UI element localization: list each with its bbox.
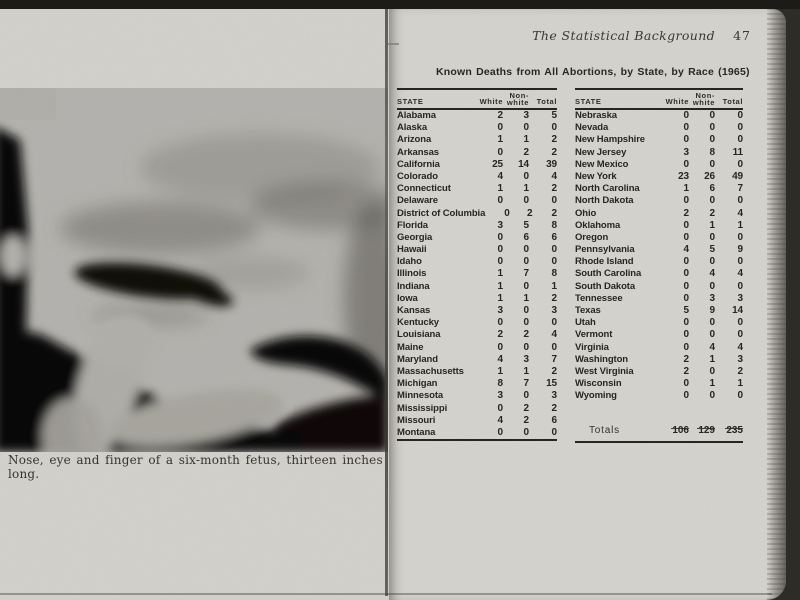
white-value: 0 — [683, 341, 689, 353]
nonwhite-value: 6 — [709, 183, 715, 195]
stray-mark — [388, 43, 399, 45]
scan-top-edge — [0, 0, 800, 9]
table-body-right — [575, 110, 743, 403]
table-row — [575, 390, 743, 402]
table-row — [397, 208, 557, 220]
state-name: Louisiana — [397, 329, 441, 341]
table-row — [575, 329, 743, 341]
nonwhite-value: 5 — [709, 244, 715, 256]
table-header — [575, 88, 743, 110]
nonwhite-value: 0 — [523, 195, 529, 207]
total-value: 0 — [737, 256, 743, 268]
nonwhite-value: 5 — [523, 219, 529, 231]
nonwhite-value: 2 — [523, 329, 529, 341]
state-name: Oklahoma — [575, 219, 621, 231]
total-value: 0 — [737, 195, 743, 207]
table-row — [575, 317, 743, 329]
left-page — [0, 9, 389, 600]
white-value: 0 — [497, 256, 503, 268]
totals-total: 235 — [726, 424, 743, 436]
table-row — [397, 427, 557, 439]
white-value: 23 — [678, 170, 689, 182]
state-name: North Dakota — [575, 195, 634, 207]
table-row — [575, 110, 743, 122]
white-value: 0 — [683, 329, 689, 341]
table-row — [575, 293, 743, 305]
total-value: 0 — [551, 256, 557, 268]
total-value: 6 — [551, 414, 557, 426]
nonwhite-value: 2 — [709, 207, 715, 219]
total-value: 1 — [551, 280, 557, 292]
white-value: 0 — [683, 268, 689, 280]
table-row — [397, 159, 557, 171]
nonwhite-value: 1 — [709, 353, 715, 365]
state-name: Florida — [397, 219, 428, 231]
nonwhite-value: 0 — [523, 256, 529, 268]
total-value: 0 — [737, 110, 743, 121]
state-name: Ohio — [575, 207, 597, 219]
white-value: 1 — [683, 183, 689, 195]
table-row — [397, 403, 557, 415]
white-value: 0 — [497, 122, 503, 134]
total-value: 0 — [737, 158, 743, 170]
state-name: Washington — [575, 353, 628, 365]
table-row — [575, 366, 743, 378]
state-name: Nevada — [575, 122, 609, 134]
white-value: 25 — [492, 158, 503, 170]
state-name: Minnesota — [397, 390, 444, 402]
state-name: Pennsylvania — [575, 244, 635, 256]
nonwhite-value: 1 — [709, 378, 715, 390]
white-value: 1 — [497, 365, 503, 377]
table-row — [397, 281, 557, 293]
nonwhite-value: 6 — [523, 231, 529, 243]
total-value: 15 — [546, 378, 557, 390]
white-value: 0 — [497, 317, 503, 329]
state-name: Texas — [575, 305, 601, 316]
table-row — [575, 171, 743, 183]
state-name: New York — [575, 170, 617, 182]
total-value: 2 — [551, 402, 557, 414]
white-value: 2 — [683, 353, 689, 365]
table-row — [397, 256, 557, 268]
total-value: 0 — [737, 329, 743, 341]
table-row — [575, 159, 743, 171]
white-value: 0 — [683, 134, 689, 146]
state-name: Iowa — [397, 292, 418, 304]
table-row — [397, 134, 557, 146]
nonwhite-value: 2 — [527, 207, 533, 219]
table-row — [397, 110, 557, 122]
state-name: New Mexico — [575, 158, 629, 170]
state-name: Montana — [397, 426, 436, 438]
white-value: 1 — [497, 183, 503, 195]
table-row — [397, 122, 557, 134]
nonwhite-value: 0 — [523, 244, 529, 256]
photo-caption: Nose, eye and finger of a six-month fetus, thirteen inches long. — [8, 453, 383, 481]
nonwhite-value: 1 — [523, 292, 529, 304]
total-value: 39 — [546, 158, 557, 170]
state-name: Delaware — [397, 195, 438, 207]
table-row — [575, 183, 743, 195]
running-head-title: The Statistical Background — [532, 28, 716, 43]
table-row — [397, 415, 557, 427]
table-row — [575, 305, 743, 317]
state-name: Idaho — [397, 256, 422, 268]
table-row — [397, 195, 557, 207]
state-name: Arizona — [397, 134, 432, 146]
totals-nonwhite: 129 — [698, 424, 715, 436]
table-row — [575, 342, 743, 354]
total-value: 3 — [737, 353, 743, 365]
table-row — [397, 183, 557, 195]
state-name: Arkansas — [397, 146, 439, 158]
nonwhite-value: 1 — [523, 365, 529, 377]
total-value: 2 — [551, 365, 557, 377]
total-value: 0 — [737, 134, 743, 146]
state-name: Georgia — [397, 231, 433, 243]
white-value: 0 — [497, 146, 503, 158]
nonwhite-value: 0 — [709, 158, 715, 170]
white-value: 0 — [497, 426, 503, 438]
state-name: West Virginia — [575, 365, 634, 377]
state-name: Missouri — [397, 414, 436, 426]
state-name: Tennessee — [575, 292, 623, 304]
state-name: Oregon — [575, 231, 609, 243]
nonwhite-value: 3 — [709, 292, 715, 304]
white-value: 0 — [683, 256, 689, 268]
state-name: North Carolina — [575, 183, 640, 195]
table-title: Known Deaths from All Abortions, by State, by Race (1965) — [436, 66, 750, 78]
state-name: South Carolina — [575, 268, 642, 280]
white-value: 0 — [683, 317, 689, 329]
total-value: 0 — [737, 231, 743, 243]
white-value: 0 — [683, 122, 689, 134]
total-value: 4 — [551, 329, 557, 341]
state-name: South Dakota — [575, 280, 636, 292]
table-row — [397, 366, 557, 378]
totals-dash-row — [575, 416, 743, 420]
total-value: 1 — [737, 219, 743, 231]
nonwhite-value: 3 — [523, 110, 529, 121]
total-value: 11 — [732, 146, 743, 158]
nonwhite-value: 0 — [709, 256, 715, 268]
white-value: 5 — [683, 305, 689, 316]
column-header-total: Total — [722, 97, 743, 106]
table-row — [575, 122, 743, 134]
total-value: 0 — [551, 122, 557, 134]
nonwhite-value: 26 — [704, 170, 715, 182]
nonwhite-value: 0 — [523, 390, 529, 402]
page-number: 47 — [733, 28, 751, 43]
state-name: Hawaii — [397, 244, 427, 256]
white-value: 4 — [497, 414, 503, 426]
totals-row — [575, 424, 743, 443]
state-name: Michigan — [397, 378, 438, 390]
total-value: 2 — [551, 292, 557, 304]
nonwhite-value: 0 — [523, 317, 529, 329]
white-value: 0 — [683, 390, 689, 402]
nonwhite-value: 0 — [709, 390, 715, 402]
state-name: Maine — [397, 341, 424, 353]
table-row — [397, 329, 557, 341]
table-row — [397, 244, 557, 256]
white-value: 1 — [497, 280, 503, 292]
state-table-left — [397, 88, 557, 441]
column-header-white: White — [665, 97, 689, 106]
nonwhite-value: 0 — [523, 341, 529, 353]
nonwhite-value: 0 — [709, 317, 715, 329]
nonwhite-value: 1 — [523, 183, 529, 195]
nonwhite-value: 0 — [709, 134, 715, 146]
total-value: 6 — [551, 231, 557, 243]
nonwhite-value: 9 — [709, 305, 715, 316]
white-value: 0 — [683, 219, 689, 231]
state-name: New Jersey — [575, 146, 627, 158]
totals-label: Totals — [589, 424, 620, 436]
white-value: 4 — [497, 353, 503, 365]
nonwhite-value: 2 — [523, 402, 529, 414]
column-header-state: STATE — [575, 97, 602, 106]
state-name: Utah — [575, 317, 596, 329]
white-value: 3 — [683, 146, 689, 158]
nonwhite-value: 0 — [523, 280, 529, 292]
table-row — [575, 147, 743, 159]
state-name: Vermont — [575, 329, 613, 341]
table-row — [575, 281, 743, 293]
state-table-right — [575, 88, 743, 443]
column-header-state: STATE — [397, 97, 424, 106]
state-name: Alaska — [397, 122, 428, 134]
total-value: 4 — [737, 207, 743, 219]
table-row — [575, 244, 743, 256]
state-name: Kentucky — [397, 317, 439, 329]
column-header-nonwhite: Non- white — [506, 91, 529, 107]
total-value: 3 — [551, 305, 557, 316]
white-value: 0 — [497, 402, 503, 414]
white-value: 3 — [497, 305, 503, 316]
white-value: 0 — [683, 195, 689, 207]
white-value: 2 — [683, 365, 689, 377]
nonwhite-value: 0 — [709, 329, 715, 341]
white-value: 1 — [497, 292, 503, 304]
nonwhite-value: 3 — [523, 353, 529, 365]
state-name: Kansas — [397, 305, 431, 316]
total-value: 0 — [551, 244, 557, 256]
total-value: 14 — [732, 305, 743, 316]
state-name: Nebraska — [575, 110, 617, 121]
white-value: 0 — [683, 280, 689, 292]
state-name: District of Columbia — [397, 207, 486, 219]
nonwhite-value: 2 — [523, 414, 529, 426]
white-value: 0 — [497, 195, 503, 207]
white-value: 0 — [683, 110, 689, 121]
white-value: 3 — [497, 219, 503, 231]
state-name: California — [397, 158, 440, 170]
column-header-white: White — [479, 97, 503, 106]
white-value: 0 — [683, 231, 689, 243]
state-name: Connecticut — [397, 183, 451, 195]
table-row — [397, 232, 557, 244]
state-name: New Hampshire — [575, 134, 645, 146]
nonwhite-value: 2 — [523, 146, 529, 158]
page-edge-strip — [767, 9, 786, 600]
total-value: 0 — [737, 317, 743, 329]
nonwhite-value: 1 — [709, 219, 715, 231]
nonwhite-value: 7 — [523, 378, 529, 390]
white-value: 0 — [683, 158, 689, 170]
book-gutter — [385, 9, 388, 596]
state-name: Rhode Island — [575, 256, 634, 268]
totals-white: 106 — [672, 424, 689, 436]
table-row — [575, 220, 743, 232]
white-value: 0 — [504, 207, 510, 219]
state-name: Maryland — [397, 353, 438, 365]
column-header-total: Total — [536, 97, 557, 106]
table-row — [397, 220, 557, 232]
table-row — [397, 171, 557, 183]
white-value: 0 — [497, 244, 503, 256]
table-row — [397, 293, 557, 305]
total-value: 2 — [551, 134, 557, 146]
total-value: 3 — [551, 390, 557, 402]
white-value: 0 — [497, 341, 503, 353]
total-value: 2 — [551, 183, 557, 195]
total-value: 7 — [737, 183, 743, 195]
nonwhite-value: 0 — [523, 305, 529, 316]
state-name: Alabama — [397, 110, 436, 121]
white-value: 2 — [683, 207, 689, 219]
table-body-left — [397, 110, 557, 441]
white-value: 4 — [497, 170, 503, 182]
white-value: 0 — [683, 292, 689, 304]
table-row — [575, 134, 743, 146]
nonwhite-value: 14 — [518, 158, 529, 170]
right-page — [389, 9, 786, 600]
table-row — [397, 305, 557, 317]
total-value: 0 — [737, 122, 743, 134]
total-value: 0 — [551, 341, 557, 353]
white-value: 4 — [683, 244, 689, 256]
nonwhite-value: 7 — [523, 268, 529, 280]
white-value: 3 — [497, 390, 503, 402]
nonwhite-value: 8 — [709, 146, 715, 158]
white-value: 0 — [683, 378, 689, 390]
total-value: 4 — [737, 268, 743, 280]
column-header-nonwhite: Non- white — [692, 91, 715, 107]
total-value: 0 — [551, 195, 557, 207]
table-row — [397, 147, 557, 159]
fetus-photo — [0, 88, 388, 452]
table-row — [397, 378, 557, 390]
white-value: 2 — [497, 329, 503, 341]
white-value: 8 — [497, 378, 503, 390]
nonwhite-value: 0 — [709, 280, 715, 292]
table-row — [575, 268, 743, 280]
table-row — [397, 268, 557, 280]
total-value: 49 — [732, 170, 743, 182]
total-value: 0 — [737, 390, 743, 402]
total-value: 2 — [551, 146, 557, 158]
table-row — [397, 354, 557, 366]
total-value: 0 — [551, 426, 557, 438]
nonwhite-value: 4 — [709, 268, 715, 280]
state-name: Wisconsin — [575, 378, 622, 390]
total-value: 9 — [737, 244, 743, 256]
nonwhite-value: 0 — [523, 122, 529, 134]
nonwhite-value: 0 — [709, 231, 715, 243]
nonwhite-value: 0 — [523, 426, 529, 438]
total-value: 3 — [737, 292, 743, 304]
table-row — [575, 256, 743, 268]
nonwhite-value: 0 — [523, 170, 529, 182]
total-value: 7 — [551, 353, 557, 365]
total-value: 0 — [737, 280, 743, 292]
white-value: 2 — [497, 110, 503, 121]
total-value: 2 — [737, 365, 743, 377]
state-name: Massachusetts — [397, 365, 464, 377]
total-value: 0 — [551, 317, 557, 329]
total-value: 4 — [551, 170, 557, 182]
scan-bottom-shadow — [0, 593, 772, 595]
white-value: 1 — [497, 134, 503, 146]
table-header — [397, 88, 557, 110]
white-value: 1 — [497, 268, 503, 280]
table-row — [397, 342, 557, 354]
state-name: Wyoming — [575, 390, 617, 402]
white-value: 0 — [497, 231, 503, 243]
nonwhite-value: 4 — [709, 341, 715, 353]
table-row — [575, 354, 743, 366]
state-name: Indiana — [397, 280, 430, 292]
table-row — [575, 208, 743, 220]
total-value: 8 — [551, 219, 557, 231]
nonwhite-value: 0 — [709, 365, 715, 377]
table-row — [575, 232, 743, 244]
total-value: 1 — [737, 378, 743, 390]
table-row — [575, 378, 743, 390]
total-value: 4 — [737, 341, 743, 353]
state-name: Illinois — [397, 268, 427, 280]
table-row — [575, 195, 743, 207]
state-name: Virginia — [575, 341, 609, 353]
total-value: 8 — [551, 268, 557, 280]
nonwhite-value: 1 — [523, 134, 529, 146]
nonwhite-value: 0 — [709, 122, 715, 134]
total-value: 2 — [551, 207, 558, 219]
table-row — [397, 390, 557, 402]
state-name: Mississippi — [397, 402, 448, 414]
nonwhite-value: 0 — [709, 110, 715, 121]
nonwhite-value: 0 — [709, 195, 715, 207]
table-row — [397, 317, 557, 329]
running-head — [389, 28, 751, 43]
state-name: Colorado — [397, 170, 438, 182]
total-value: 5 — [551, 110, 557, 121]
